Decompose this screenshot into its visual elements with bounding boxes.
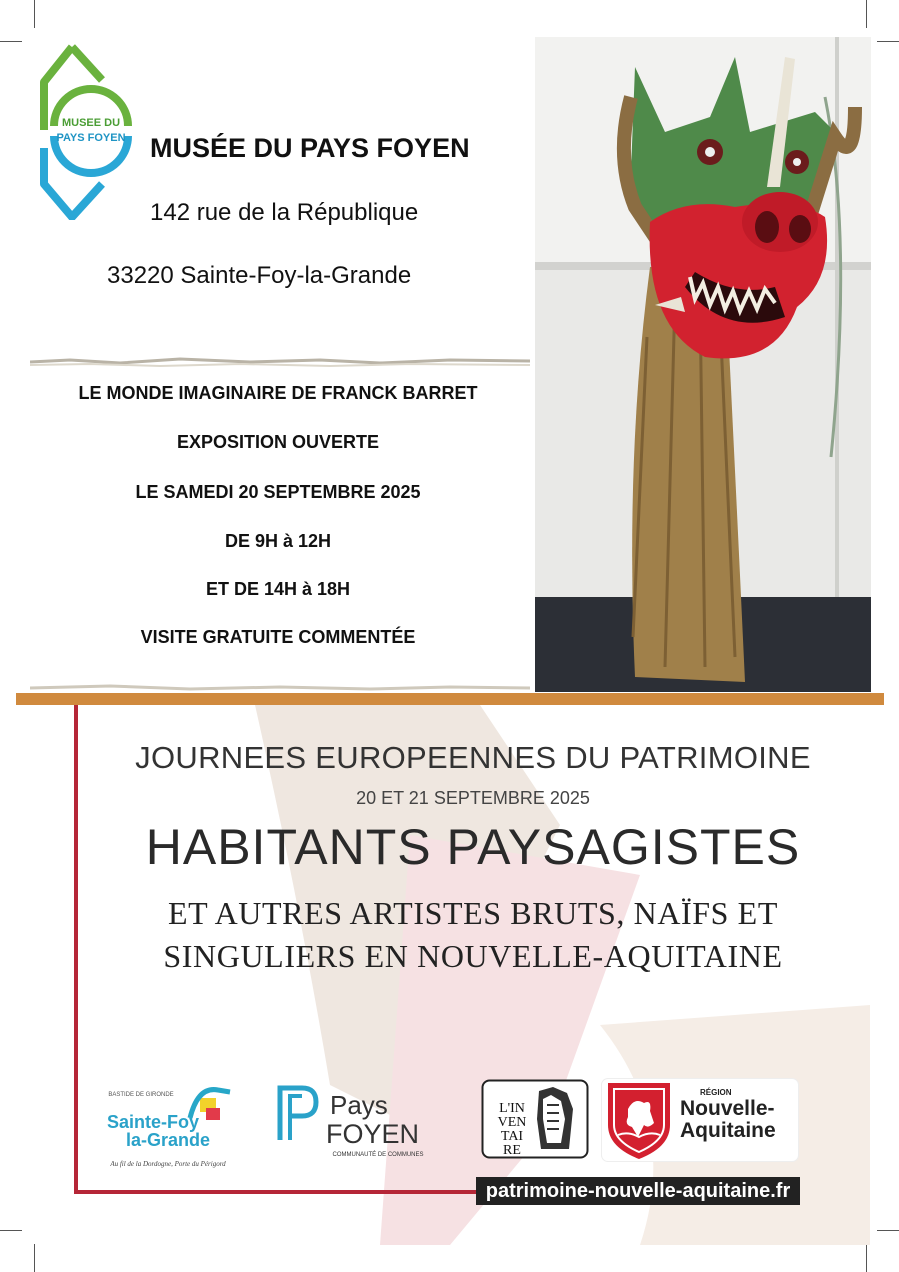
- region-small-label: RÉGION: [700, 1088, 732, 1097]
- inventaire-text-3: TAI: [500, 1129, 524, 1144]
- crop-mark: [34, 0, 35, 28]
- crop-mark: [877, 41, 899, 42]
- sainte-foy-name-2: la-Grande: [125, 1130, 211, 1150]
- headline: HABITANTS PAYSAGISTES: [145, 819, 801, 875]
- mask-photo: [535, 37, 871, 692]
- red-frame-left: [74, 705, 78, 1194]
- sainte-foy-name-1: Sainte-Foy: [106, 1112, 200, 1132]
- inventaire-text-1: L'IN: [499, 1101, 525, 1116]
- sainte-foy-logo: [98, 1078, 238, 1172]
- crop-mark: [0, 1230, 22, 1231]
- exhibition-date: LE SAMEDI 20 SEPTEMBRE 2025: [135, 482, 421, 502]
- orange-band: [16, 693, 884, 705]
- crop-mark: [866, 0, 867, 28]
- sainte-foy-small: BASTIDE DE GIRONDE: [108, 1092, 174, 1098]
- subheadline-2: SINGULIERS EN NOUVELLE-AQUITAINE: [163, 938, 783, 974]
- sainte-foy-tagline: Au fil de la Dordogne, Porte du Périgord: [110, 1160, 226, 1168]
- region-shield-icon: [604, 1079, 674, 1161]
- museum-name: MUSÉE DU PAYS FOYEN: [150, 133, 470, 163]
- exhibition-title: LE MONDE IMAGINAIRE DE FRANCK BARRET: [78, 383, 478, 403]
- torn-divider-bottom: [30, 682, 530, 692]
- exhibition-hours-afternoon: ET DE 14H à 18H: [205, 579, 351, 599]
- exhibition-open: EXPOSITION OUVERTE: [176, 432, 380, 452]
- jep-dates: 20 ET 21 SEPTEMBRE 2025: [356, 788, 590, 808]
- pays-foyen-line1: Pays: [330, 1090, 388, 1120]
- inventaire-text-4: RE: [503, 1143, 521, 1158]
- website-link[interactable]: patrimoine-nouvelle-aquitaine.fr: [476, 1177, 800, 1205]
- museum-logo: [34, 44, 136, 220]
- pays-foyen-caption: COMMUNAUTÉ DE COMMUNES: [332, 1152, 424, 1158]
- logo-text-1: MUSEE DU: [61, 117, 121, 129]
- pays-foyen-logo: [272, 1080, 432, 1162]
- region-name-1: Nouvelle-: [680, 1097, 775, 1120]
- subheadline-1: ET AUTRES ARTISTES BRUTS, NAÏFS ET: [168, 895, 778, 931]
- crop-mark: [866, 1244, 867, 1272]
- pays-foyen-line2: FOYEN: [326, 1119, 420, 1149]
- crop-mark: [34, 1244, 35, 1272]
- jep-title: JOURNEES EUROPEENNES DU PATRIMOINE: [135, 740, 811, 775]
- crop-mark: [877, 1230, 899, 1231]
- inventaire-text-2: VEN: [497, 1115, 527, 1130]
- crop-mark: [0, 41, 22, 42]
- inventaire-logo: [481, 1079, 589, 1159]
- red-frame-bottom: [74, 1190, 478, 1194]
- logo-text-2: PAYS FOYEN: [56, 132, 126, 144]
- region-name-2: Aquitaine: [680, 1119, 776, 1142]
- torn-divider: [30, 354, 530, 370]
- museum-street: 142 rue de la République: [150, 199, 419, 226]
- exhibition-hours-morning: DE 9H à 12H: [224, 531, 332, 551]
- museum-city: 33220 Sainte-Foy-la-Grande: [107, 262, 412, 289]
- exhibition-visit: VISITE GRATUITE COMMENTÉE: [140, 627, 416, 647]
